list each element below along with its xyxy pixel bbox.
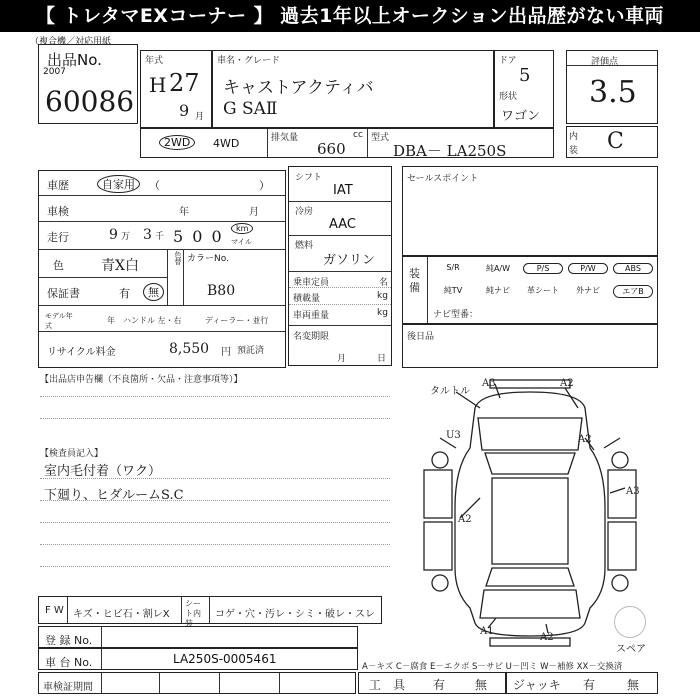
shape-label: 形状 [499, 92, 518, 102]
sales-point-label: セールスポイント [407, 174, 479, 184]
period-row [38, 672, 356, 694]
equipment-item: 外ナビ [576, 286, 600, 295]
fuel-label: 燃料 [295, 241, 314, 251]
warranty-no: 無 [143, 283, 164, 301]
year-box [140, 50, 212, 128]
middle-details [288, 166, 392, 366]
year-month: 9 [179, 101, 190, 120]
damage-mark: A2 [540, 632, 554, 643]
mileage-sen: 3 [143, 227, 152, 243]
jack-label: ジャッキ [513, 678, 561, 692]
weight-label: 車両重量 [293, 311, 330, 321]
chassis-label: 車 台 No. [45, 656, 93, 669]
tools-label: 工 具 [369, 678, 406, 692]
year-value: 27 [169, 69, 200, 97]
chassis-value: LA250S-0005461 [173, 652, 277, 666]
change-date-day: 日 [377, 354, 387, 364]
navi-label: ナビ型番： [433, 310, 479, 320]
year-month-suffix: 月 [195, 112, 205, 122]
year-era: H [149, 73, 167, 97]
spare-tire-icon [614, 606, 646, 638]
damage-mark: A2 [560, 378, 574, 389]
recycle-note: 預託済 [237, 346, 265, 356]
equipment-item: 純ナビ [486, 286, 510, 295]
jack-yes: 有 [583, 678, 596, 692]
score-box [566, 50, 658, 124]
declaration-label: 【出品店申告欄（不良箇所・欠品・注意事項等）】 [40, 375, 243, 385]
damage-mark: タルトル [430, 386, 470, 397]
interior-label-top: 内 [569, 132, 579, 142]
door-value: 5 [519, 65, 531, 86]
color-label: 色 [53, 259, 64, 272]
fuel-value: ガソリン [323, 253, 376, 268]
history-label: 車歴 [47, 179, 69, 192]
registration-label: 登 録 No. [45, 634, 93, 647]
registration-row [38, 626, 358, 648]
equipment-item: P/W [568, 263, 608, 274]
damage-mark: A3 [626, 486, 640, 497]
drive-2wd: 2WD [159, 135, 195, 150]
damage-mark: A3 [482, 378, 496, 389]
displacement-label: 排気量 [271, 133, 299, 143]
seat-label: シート内装 [185, 599, 201, 628]
damage-mark: A2 [578, 434, 592, 445]
score-value: 3.5 [589, 75, 637, 110]
capacity-label: 乗車定員 [293, 278, 330, 288]
interior-label-bottom: 装 [569, 146, 579, 156]
shift-label: シフト [295, 173, 323, 183]
damage-legend: A－キズ C－腐食 E－エクボ S－サビ U－凹ミ W－補修 XX－交換済 [362, 662, 623, 672]
inspection-year: 年 [179, 207, 189, 218]
recycle-label: リサイクル料金 [47, 347, 116, 358]
change-date-unit: 月 [337, 354, 347, 364]
displacement-unit: cc [353, 130, 363, 140]
dealer-options: ディーラー・並行 [205, 316, 269, 325]
grade-name: G SAⅡ [223, 99, 278, 119]
ac-label: 冷房 [295, 207, 314, 217]
page-banner: 【 トレタマEXコーナー 】 過去1年以上オークション出品歴がない車両 [0, 0, 700, 32]
mileage-sen-unit: 千 [155, 232, 165, 242]
tools-no: 無 [475, 678, 488, 692]
lot-label: 出品No. [47, 51, 102, 69]
change-date-label: 名変期限 [293, 332, 330, 342]
equipment-item: 純A/W [485, 264, 511, 273]
equipment-item: ABS [613, 263, 653, 274]
capacity-unit: 名 [379, 278, 389, 288]
equipment-item: S/R [446, 263, 460, 272]
model-name: キャストアクティバ [223, 78, 374, 98]
color-value: 青X白 [101, 258, 139, 274]
weight-unit: kg [377, 308, 388, 318]
warranty-yes: 有 [119, 287, 130, 300]
inspector-label: 【検査員記入】 [40, 449, 104, 459]
equipment-item: 革シート [527, 286, 559, 295]
shape-value: ワゴン [501, 109, 541, 124]
displacement-value: 660 [317, 140, 346, 158]
color-code-label: カラーNo. [187, 254, 229, 264]
name-label: 車名・グレード [217, 56, 281, 66]
interior-box [566, 126, 658, 158]
tools-yes: 有 [433, 678, 446, 692]
chassis-row [38, 648, 358, 670]
score-label: 評価点 [591, 57, 619, 67]
spec-row [140, 128, 554, 158]
inspector-line-1: 室内毛付着（ワク） [44, 464, 162, 479]
history-paren: （ ） [149, 179, 270, 192]
model-code-value: DBA－ LA250S [393, 142, 507, 160]
header-note: （複合機／対応用紙 [30, 37, 112, 47]
color-code-value: B80 [207, 283, 236, 299]
fw-label: F W [45, 605, 64, 616]
fw-items: キズ・ヒビ石・割レX [73, 609, 170, 620]
inspection-label: 車検 [47, 205, 69, 218]
mileage-label: 走行 [47, 231, 69, 244]
shift-value: IAT [333, 183, 353, 198]
equipment-box [402, 256, 658, 324]
history-value: 自家用 [97, 175, 140, 193]
interior-value: C [607, 129, 624, 154]
mileage-unit-km: km [231, 223, 253, 234]
damage-mark: A1 [480, 626, 494, 637]
model-year-label: モデル年式 [45, 312, 73, 330]
model-year-year: 年 [107, 316, 115, 325]
late-day-label: 後日品 [407, 332, 435, 342]
load-label: 積載量 [293, 294, 321, 304]
sales-point-box [402, 166, 658, 256]
handle-options: ハンドル 左・右 [123, 316, 182, 325]
inspection-month: 月 [249, 207, 259, 218]
lot-stamp: 2007 [43, 67, 66, 77]
equipment-item: P/S [523, 263, 563, 274]
spare-label: スペア [616, 644, 646, 655]
fw-seat-row [38, 596, 382, 628]
left-details [38, 170, 286, 368]
drive-4wd: 4WD [213, 137, 240, 150]
mileage-rest: 5 0 0 [173, 227, 224, 246]
lot-number: 60086 [45, 85, 135, 118]
ac-value: AAC [329, 217, 356, 232]
equipment-item: 純TV [443, 286, 463, 295]
door-box [494, 50, 554, 128]
jack-no: 無 [627, 678, 640, 692]
year-label: 年式 [145, 56, 164, 66]
period-label: 車検証期間 [43, 682, 93, 693]
warranty-label: 保証書 [47, 287, 80, 300]
mileage-man: 9 [109, 227, 118, 243]
recycle-unit: 円 [221, 347, 231, 358]
jack-box [506, 672, 658, 694]
inspector-line-2: 下廻り、ヒダルームS.C [44, 488, 184, 503]
equipment-item: エアB [613, 285, 653, 298]
mileage-man-unit: 万 [121, 232, 131, 242]
model-code-label: 型式 [371, 133, 390, 143]
recycle-value: 8,550 [169, 341, 210, 357]
damage-mark: U3 [446, 430, 461, 441]
lot-box [38, 44, 138, 124]
seat-items: コゲ・穴・汚レ・シミ・破レ・スレ [215, 609, 375, 620]
mileage-unit-mile: マイル [231, 238, 252, 246]
load-unit: kg [377, 291, 388, 301]
tools-box [358, 672, 506, 694]
car-body-outline [455, 392, 605, 636]
door-label: ドア [499, 56, 517, 66]
name-box [212, 50, 494, 128]
late-day-box [402, 324, 658, 368]
damage-mark: A2 [458, 514, 472, 525]
equipment-label: 装備 [409, 267, 420, 294]
color-change-label: 色替 [174, 251, 182, 265]
